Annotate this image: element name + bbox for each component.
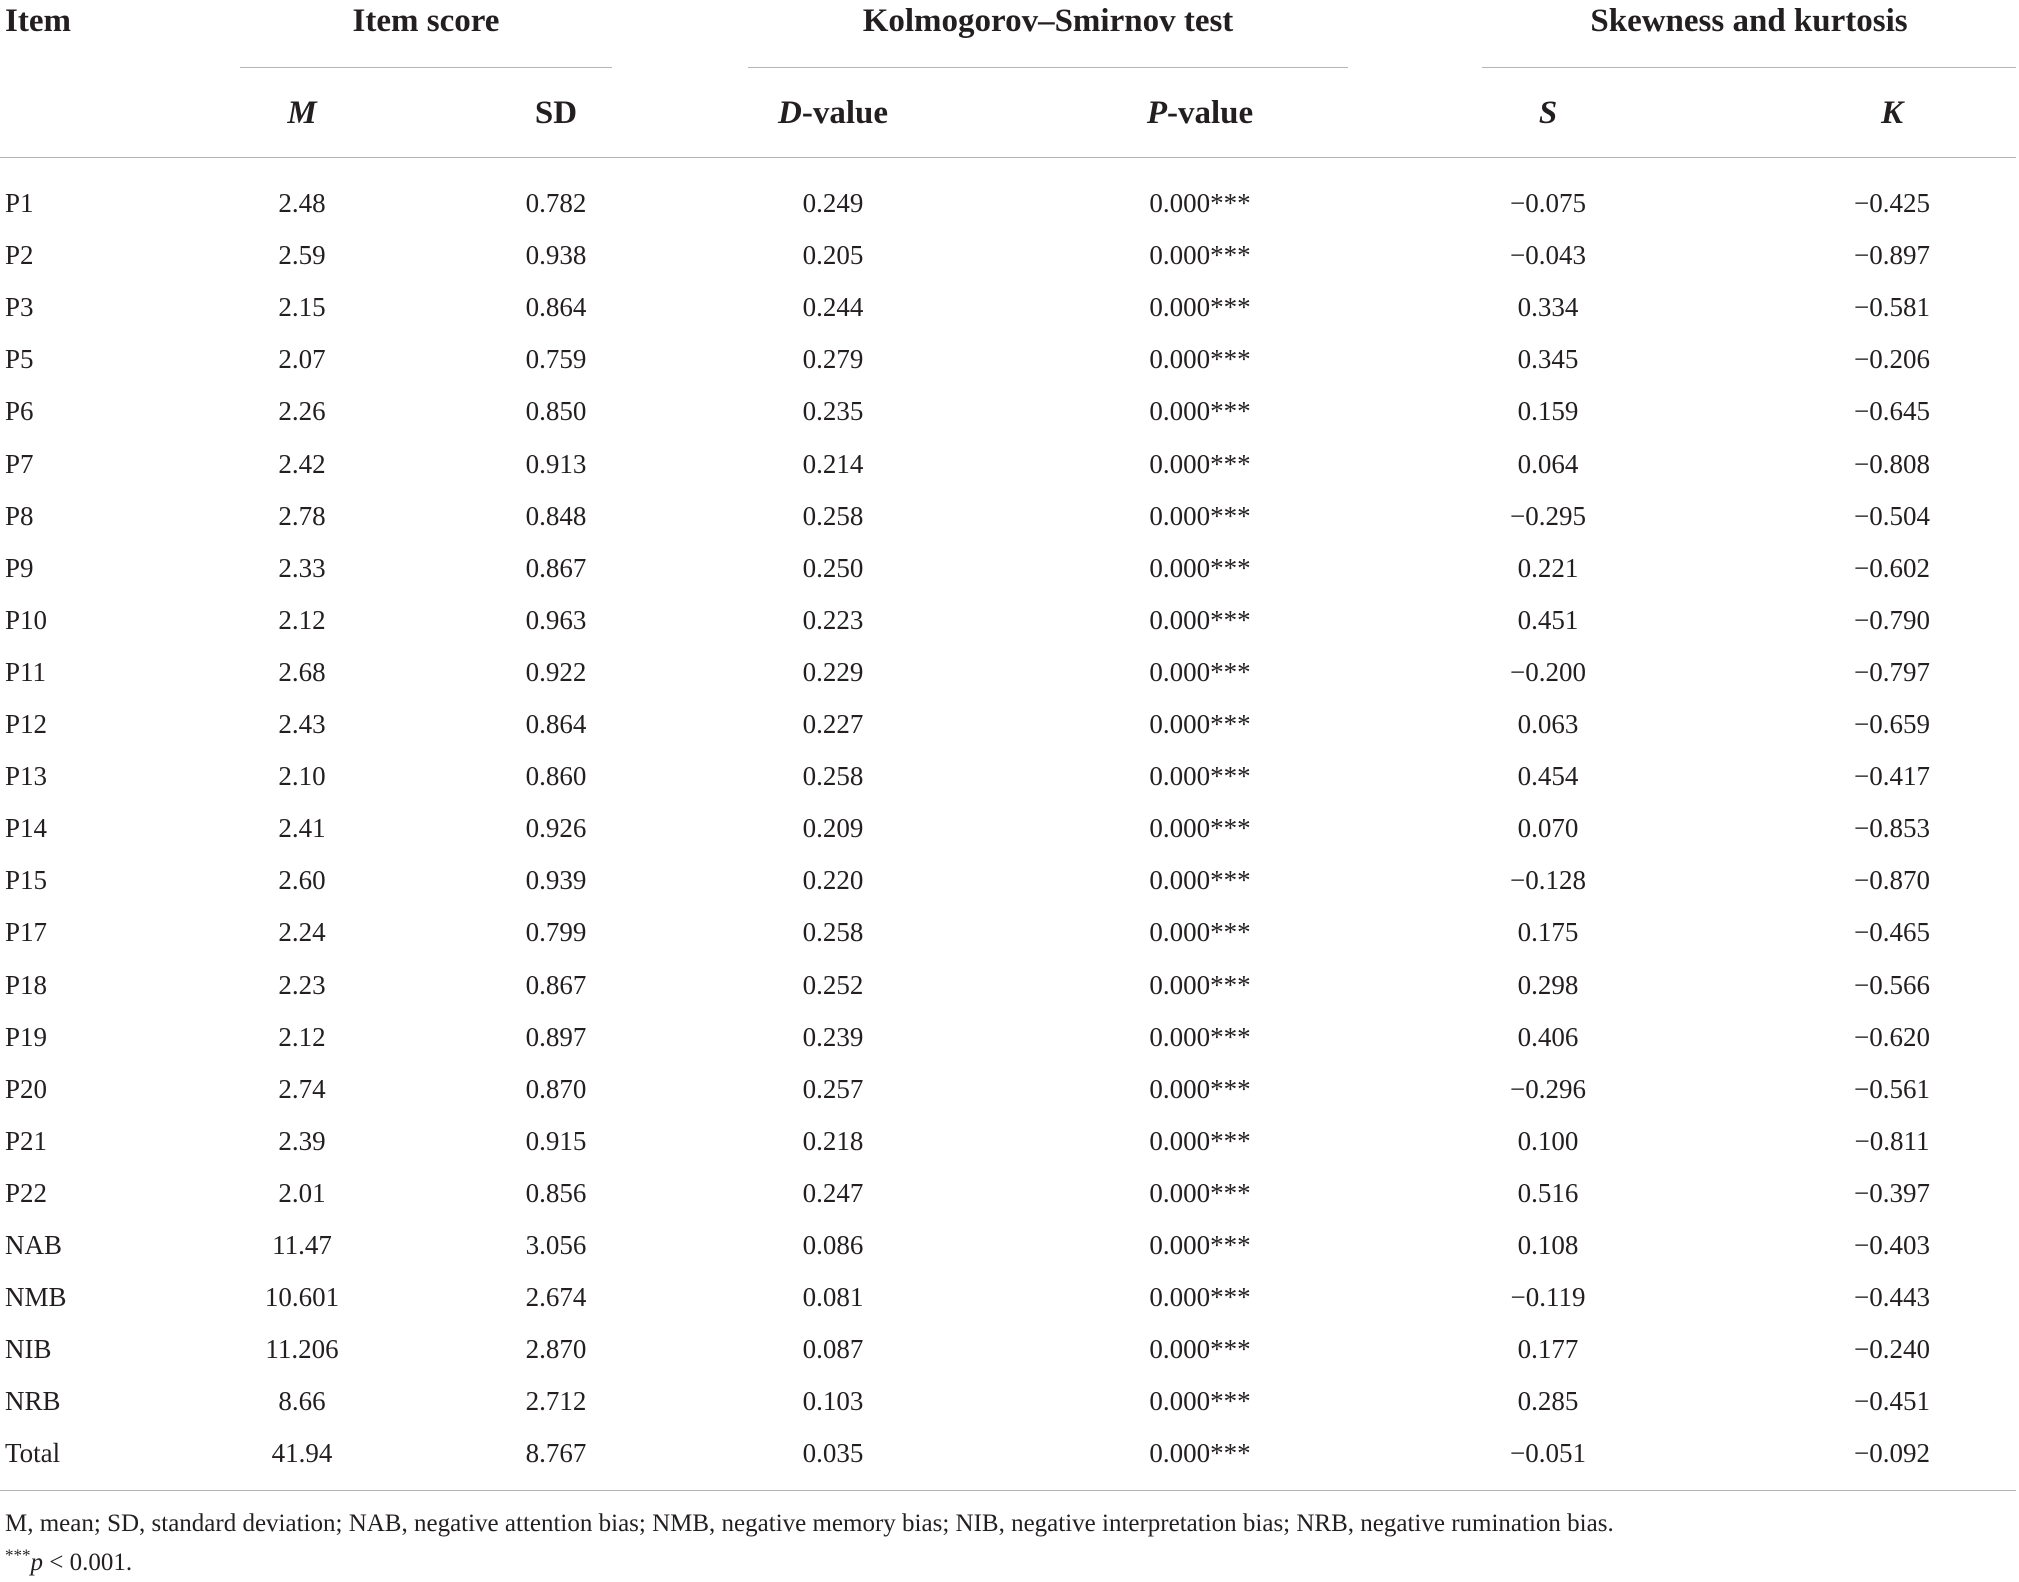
footnote-significance [5,1544,132,1582]
cell-d: 0.205 [802,240,864,271]
cell-s: −0.119 [1510,1282,1586,1313]
cell-p: 0.000*** [1149,1386,1251,1417]
cell-k: −0.451 [1854,1386,1930,1417]
table-row [0,438,2019,490]
subheader-m: M [287,95,317,131]
cell-sd: 2.674 [525,1282,587,1313]
p-italic: P [1146,95,1167,131]
cell-item: P5 [5,344,34,375]
cell-s: −0.128 [1510,865,1586,896]
subheader-d-value [683,92,983,134]
cell-m: 11.206 [265,1334,339,1365]
cell-d: 0.252 [802,969,864,1000]
cell-k: −0.417 [1854,761,1930,792]
table-row [0,646,2019,698]
table-row [0,1115,2019,1167]
footnote-stars: *** [5,1545,31,1565]
cell-p: 0.000*** [1149,604,1251,635]
cell-k: −0.581 [1854,292,1930,323]
table-row [0,1011,2019,1063]
cell-sd: 0.963 [525,604,587,635]
cell-d: 0.239 [802,1021,864,1052]
cell-s: −0.075 [1510,188,1586,218]
cell-item: P15 [5,865,48,896]
cell-m: 2.07 [278,344,326,375]
cell-sd: 0.926 [525,813,587,844]
cell-k: −0.870 [1854,865,1930,896]
cell-k: −0.811 [1854,1125,1930,1156]
cell-m: 2.26 [278,396,326,427]
cell-item: P1 [5,188,34,218]
table-row [0,854,2019,906]
cell-m: 2.33 [278,552,326,583]
cell-s: 0.100 [1517,1125,1579,1156]
table-row [0,698,2019,750]
cell-sd: 0.938 [525,240,587,271]
table-row [0,281,2019,333]
cell-p: 0.000*** [1149,1073,1251,1104]
cell-m: 2.68 [278,656,326,687]
cell-k: −0.808 [1854,448,1930,479]
cell-item: P3 [5,292,34,323]
cell-item: NMB [5,1282,67,1313]
cell-p: 0.000*** [1149,1334,1251,1365]
table-row [0,1375,2019,1427]
cell-sd: 0.897 [525,1021,587,1052]
cell-d: 0.258 [802,500,864,531]
cell-sd: 0.848 [525,500,587,531]
cell-sd: 0.782 [525,188,587,218]
ks-test-underline [748,67,1348,68]
cell-k: −0.425 [1854,188,1930,218]
cell-sd: 0.850 [525,396,587,427]
cell-item: P7 [5,448,34,479]
cell-sd: 0.860 [525,761,587,792]
cell-k: −0.240 [1854,1334,1930,1365]
cell-d: 0.214 [802,448,864,479]
cell-m: 2.74 [278,1073,326,1104]
table-row [0,490,2019,542]
cell-p: 0.000*** [1149,1125,1251,1156]
cell-item: Total [5,1438,61,1469]
cell-m: 2.39 [278,1125,326,1156]
cell-s: 0.063 [1517,709,1579,739]
item-score-underline [240,67,612,68]
cell-p: 0.000*** [1149,709,1251,739]
cell-item: P21 [5,1125,48,1156]
cell-item: P13 [5,761,48,792]
subheader-sd: SD [534,95,578,131]
table-row [0,1323,2019,1375]
cell-d: 0.227 [802,709,864,739]
cell-d: 0.087 [802,1334,864,1365]
cell-k: −0.620 [1854,1021,1930,1052]
table-row [0,1063,2019,1115]
cell-m: 2.15 [278,292,326,323]
cell-k: −0.790 [1854,604,1930,635]
cell-d: 0.218 [802,1125,864,1156]
cell-item: P9 [5,552,34,583]
cell-s: 0.175 [1517,917,1579,948]
table-row [0,333,2019,385]
cell-m: 11.47 [272,1230,332,1260]
cell-m: 2.43 [278,709,326,739]
cell-p: 0.000*** [1149,240,1251,271]
cell-d: 0.081 [802,1282,864,1313]
table-row [0,542,2019,594]
d-suffix: -value [801,95,888,131]
cell-k: −0.645 [1854,396,1930,427]
cell-sd: 0.856 [525,1177,587,1208]
cell-k: −0.602 [1854,552,1930,583]
cell-item: P14 [5,813,48,844]
cell-m: 10.601 [264,1282,340,1313]
cell-sd: 0.864 [525,709,587,739]
cell-k: −0.853 [1854,813,1930,844]
cell-m: 2.12 [278,604,326,635]
cell-s: −0.043 [1510,240,1586,271]
cell-k: −0.561 [1854,1073,1930,1104]
cell-p: 0.000*** [1149,1021,1251,1052]
cell-k: −0.566 [1854,969,1930,1000]
cell-d: 0.035 [802,1438,864,1469]
cell-sd: 2.870 [525,1334,587,1365]
subheader-p-value [1050,92,1350,134]
cell-d: 0.247 [802,1177,864,1208]
cell-item: NAB [5,1230,63,1260]
cell-d: 0.258 [802,917,864,948]
cell-sd: 0.759 [525,344,587,375]
cell-sd: 0.799 [525,917,587,948]
cell-m: 2.59 [278,240,326,271]
cell-s: 0.177 [1517,1334,1579,1365]
cell-p: 0.000*** [1149,1282,1251,1313]
cell-k: −0.206 [1854,344,1930,375]
cell-m: 2.60 [278,865,326,896]
cell-d: 0.258 [802,761,864,792]
cell-d: 0.223 [802,604,864,635]
cell-item: P10 [5,604,48,635]
cell-p: 0.000*** [1149,969,1251,1000]
table-row [0,1427,2019,1479]
subheader-k: K [1880,95,1903,131]
cell-s: 0.516 [1517,1177,1579,1208]
table-row [0,1219,2019,1271]
cell-m: 2.10 [278,761,326,792]
table-row [0,802,2019,854]
cell-s: 0.285 [1517,1386,1579,1417]
skewness-kurtosis-underline [1482,67,2016,68]
cell-d: 0.103 [802,1386,864,1417]
cell-sd: 3.056 [525,1230,587,1260]
cell-p: 0.000*** [1149,500,1251,531]
table-row [0,750,2019,802]
cell-m: 2.24 [278,917,326,948]
cell-k: −0.504 [1854,500,1930,531]
cell-k: −0.443 [1854,1282,1930,1313]
cell-sd: 0.870 [525,1073,587,1104]
table-row [0,229,2019,281]
table-bottom-rule [0,1490,2016,1491]
d-italic: D [777,95,802,131]
table-row [0,594,2019,646]
cell-d: 0.086 [802,1230,864,1260]
cell-k: −0.092 [1854,1438,1930,1469]
cell-m: 2.48 [278,188,326,218]
cell-s: 0.064 [1517,448,1579,479]
cell-s: −0.200 [1510,656,1586,687]
cell-s: 0.159 [1517,396,1579,427]
cell-sd: 8.767 [525,1438,587,1469]
cell-d: 0.249 [802,188,864,218]
cell-m: 2.01 [278,1177,326,1208]
cell-s: −0.296 [1510,1073,1586,1104]
cell-d: 0.250 [802,552,864,583]
cell-sd: 0.867 [525,969,587,1000]
cell-p: 0.000*** [1149,656,1251,687]
cell-k: −0.397 [1854,1177,1930,1208]
cell-s: 0.454 [1517,761,1579,792]
cell-sd: 0.913 [525,448,587,479]
cell-m: 2.78 [278,500,326,531]
cell-sd: 0.915 [525,1125,587,1156]
cell-sd: 0.867 [525,552,587,583]
table-row [0,385,2019,437]
cell-item: P12 [5,709,48,739]
cell-p: 0.000*** [1149,188,1251,218]
header-item-score: Item score [352,3,500,39]
cell-s: 0.108 [1517,1230,1579,1260]
footnote-abbreviations: M, mean; SD, standard deviation; NAB, negative attention bias; NMB, negative memory bias; NIB, negative interpretation bias; NRB, negative rumination bias. [5,1510,1614,1537]
cell-d: 0.235 [802,396,864,427]
cell-p: 0.000*** [1149,1230,1251,1260]
cell-item: P17 [5,917,48,948]
cell-m: 2.23 [278,969,326,1000]
cell-item: NIB [5,1334,52,1365]
cell-p: 0.000*** [1149,448,1251,479]
subheader-s: S [1538,95,1558,131]
cell-s: 0.334 [1517,292,1579,323]
cell-p: 0.000*** [1149,552,1251,583]
table-row [0,177,2019,229]
cell-item: P18 [5,969,48,1000]
header-bottom-rule [0,157,2016,158]
cell-m: 2.41 [278,813,326,844]
cell-sd: 0.922 [525,656,587,687]
cell-m: 2.42 [278,448,326,479]
cell-m: 2.12 [278,1021,326,1052]
footnote-threshold: < 0.001. [43,1549,133,1576]
cell-item: P20 [5,1073,48,1104]
cell-d: 0.209 [802,813,864,844]
cell-s: 0.298 [1517,969,1579,1000]
cell-d: 0.244 [802,292,864,323]
cell-p: 0.000*** [1149,761,1251,792]
cell-sd: 0.864 [525,292,587,323]
cell-p: 0.000*** [1149,292,1251,323]
cell-p: 0.000*** [1149,396,1251,427]
header-item: Item [5,3,71,39]
cell-item: NRB [5,1386,61,1417]
cell-p: 0.000*** [1149,917,1251,948]
cell-item: P2 [5,240,34,271]
cell-s: 0.406 [1517,1021,1579,1052]
cell-item: P8 [5,500,34,531]
cell-k: −0.403 [1854,1230,1930,1260]
cell-p: 0.000*** [1149,1438,1251,1469]
footnote-p: p [30,1549,43,1576]
cell-item: P6 [5,396,34,427]
table-row [0,906,2019,958]
cell-item: P11 [5,656,47,687]
cell-item: P22 [5,1177,48,1208]
cell-p: 0.000*** [1149,813,1251,844]
cell-p: 0.000*** [1149,865,1251,896]
cell-s: 0.070 [1517,813,1579,844]
cell-m: 41.94 [271,1438,333,1469]
p-suffix: -value [1167,95,1254,131]
cell-k: −0.797 [1854,656,1930,687]
cell-sd: 2.712 [525,1386,587,1417]
header-ks-test: Kolmogorov–Smirnov test [862,3,1234,39]
cell-p: 0.000*** [1149,1177,1251,1208]
cell-s: 0.221 [1517,552,1579,583]
cell-s: 0.451 [1517,604,1579,635]
cell-sd: 0.939 [525,865,587,896]
cell-m: 8.66 [278,1386,326,1417]
cell-k: −0.897 [1854,240,1930,271]
table-row [0,959,2019,1011]
cell-s: −0.051 [1510,1438,1586,1469]
cell-d: 0.279 [802,344,864,375]
cell-d: 0.257 [802,1073,864,1104]
cell-s: −0.295 [1510,500,1586,531]
cell-p: 0.000*** [1149,344,1251,375]
cell-item: P19 [5,1021,48,1052]
table-row [0,1167,2019,1219]
header-skewness-kurtosis: Skewness and kurtosis [1590,3,1908,39]
cell-k: −0.465 [1854,917,1930,948]
cell-k: −0.659 [1854,709,1930,739]
cell-s: 0.345 [1517,344,1579,375]
cell-d: 0.229 [802,656,864,687]
cell-d: 0.220 [802,865,864,896]
table-row [0,1271,2019,1323]
